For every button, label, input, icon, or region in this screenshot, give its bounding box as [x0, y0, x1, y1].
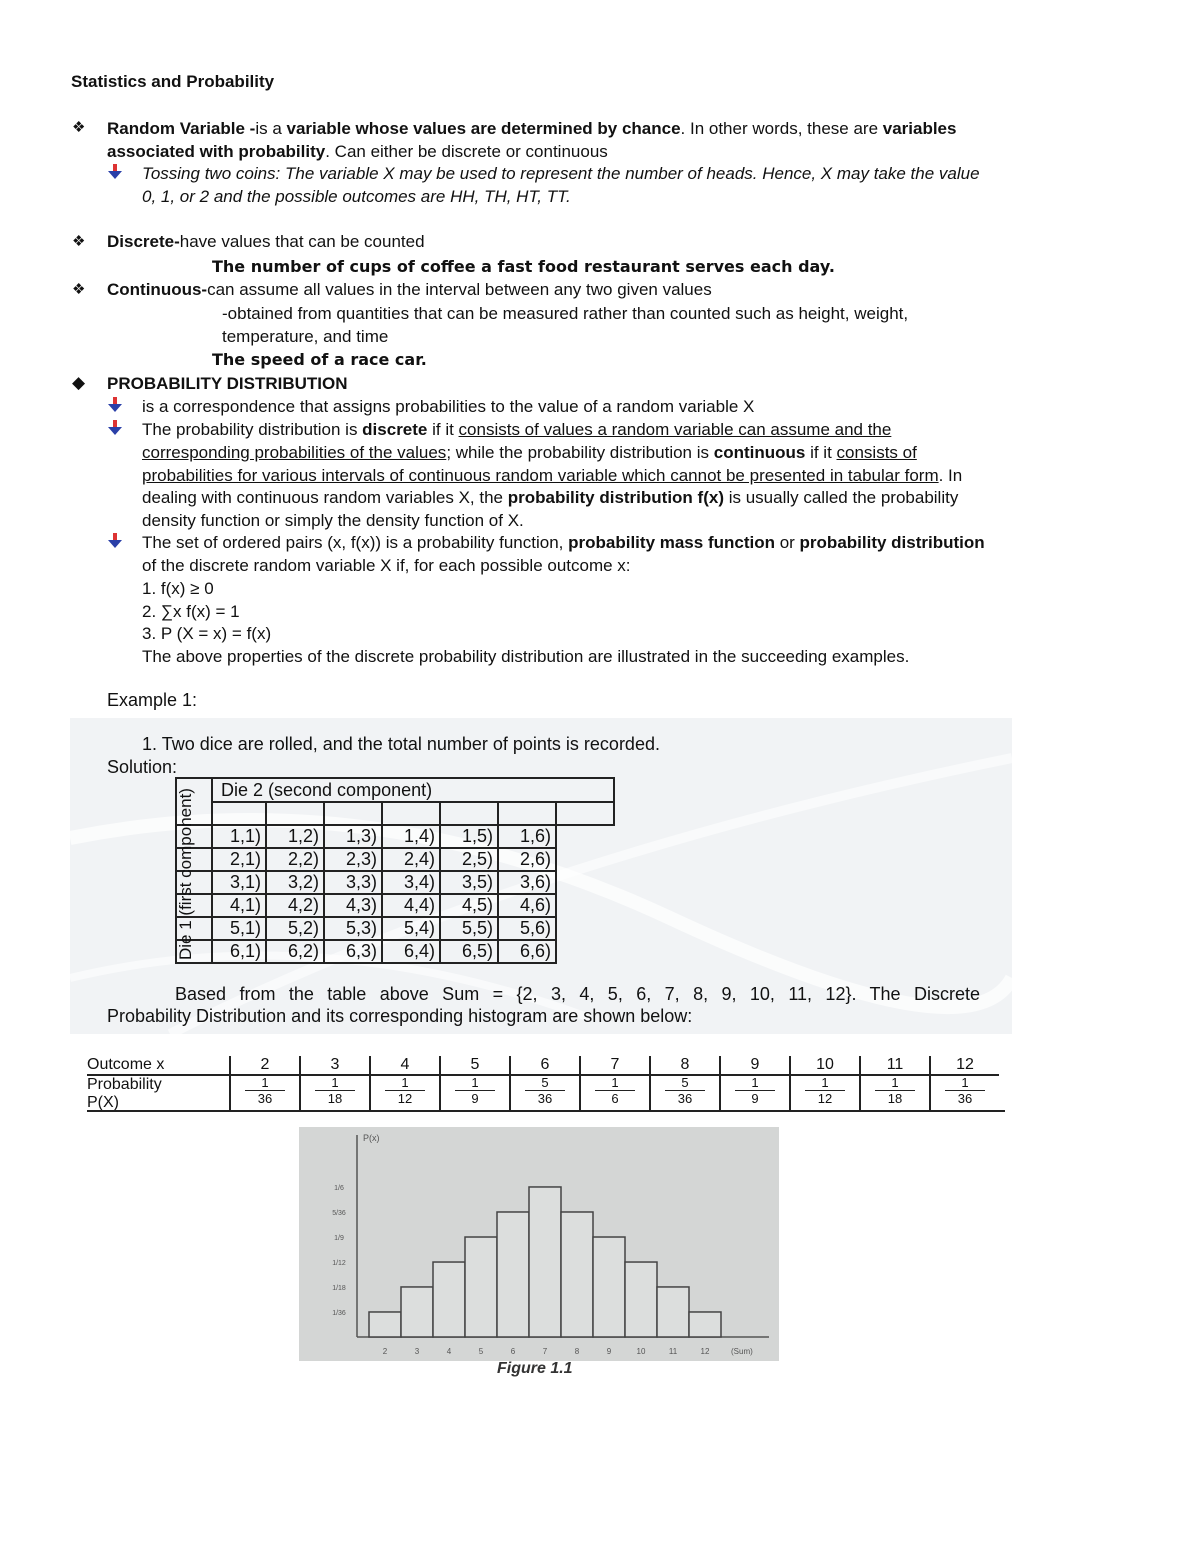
outcome-value: 6 [511, 1056, 579, 1076]
y-tick-label: 5/36 [332, 1209, 346, 1217]
text: probability mass function [568, 533, 775, 552]
x-tick-label: 12 [700, 1347, 710, 1356]
outcome-value: 5 [441, 1056, 509, 1076]
prob-dist-p2-line4 [142, 486, 958, 509]
based-line-1: Based from the table above Sum = {2, 3, 4, 5, 6, 7, 8, 9, 10, 11, 12}. The Discrete [175, 984, 980, 1004]
histogram-chart [299, 1127, 779, 1361]
label-outcome: Outcome x [87, 1056, 229, 1076]
outcome-value: 12 [931, 1056, 999, 1076]
dice-cell: 2,3) [324, 848, 382, 871]
random-variable-line-2 [107, 140, 608, 163]
random-variable-line [107, 117, 956, 140]
dice-row [176, 894, 614, 917]
outcome-value: 2 [231, 1056, 299, 1076]
text: is usually called the probability [723, 488, 959, 507]
dice-cell: 1,1) [212, 825, 266, 848]
dice-cell: 5,1) [212, 917, 266, 940]
text: have values that can be counted [179, 232, 425, 251]
y-tick-label: 1/36 [332, 1309, 346, 1317]
prob-dist-p3-line2: of the discrete random variable X if, for each possible outcome x: [142, 556, 631, 575]
text: variable whose values are determined by chance [286, 119, 681, 138]
dist-column [790, 1056, 860, 1112]
dice-cell: 1,3) [324, 825, 382, 848]
prob-denominator: 36 [665, 1090, 705, 1107]
x-tick-label: 4 [446, 1347, 452, 1356]
histogram-bar [657, 1287, 689, 1337]
dice-cell: 1,5) [440, 825, 498, 848]
dice-cell: 3,1) [212, 871, 266, 894]
text: . In other words, these are [680, 119, 883, 138]
diamond-solid-icon: ◆ [72, 373, 86, 392]
dice-cell: 5,6) [498, 917, 556, 940]
text: dealing with continuous random variables X, the [142, 488, 508, 507]
dice-cell: 4,6) [498, 894, 556, 917]
dice-cell: 6,5) [440, 940, 498, 963]
dice-cell: 6,3) [324, 940, 382, 963]
prob-numerator: 1 [401, 1075, 409, 1090]
prob-denominator: 36 [525, 1090, 565, 1107]
figure-caption: Figure 1.1 [497, 1360, 573, 1377]
distribution-table [87, 1056, 999, 1112]
text: . Can either be discrete or continuous [325, 142, 608, 161]
x-tick-label: 6 [510, 1347, 516, 1356]
page-title: Statistics and Probability [71, 72, 275, 91]
dist-column [510, 1056, 580, 1112]
prob-dist-p2-line5: density function or simply the density function of X. [142, 511, 524, 530]
x-tick-label: 5 [478, 1347, 484, 1356]
die1-label: Die 1 (first component) [176, 788, 195, 960]
diamond-bullet-icon: ❖ [72, 233, 86, 250]
dice-cell: 3,4) [382, 871, 440, 894]
blank-cell [382, 802, 440, 825]
text: if it [805, 443, 837, 462]
text: probability distribution [799, 533, 985, 552]
die2-header: Die 2 (second component) [212, 778, 614, 802]
dist-column [580, 1056, 650, 1112]
dist-column [300, 1056, 370, 1112]
dice-cell: 2,6) [498, 848, 556, 871]
dice-cell: 1,2) [266, 825, 324, 848]
dice-cell: 2,4) [382, 848, 440, 871]
dice-cell: 5,5) [440, 917, 498, 940]
dice-cell: 2,2) [266, 848, 324, 871]
example-coins-1: Tossing two coins: The variable X may be used to represent the number of heads. Hence, X may take the value [142, 164, 980, 183]
prob-numerator: 1 [611, 1075, 619, 1090]
dice-table [175, 777, 615, 964]
histogram-bar [625, 1262, 657, 1337]
prob-numerator: 1 [331, 1075, 339, 1090]
dice-row [176, 917, 614, 940]
dist-column [370, 1056, 440, 1112]
outcome-value: 7 [581, 1056, 649, 1076]
blank-cell [212, 802, 266, 825]
dice-cell: 6,6) [498, 940, 556, 963]
example-coins-2: 0, 1, or 2 and the possible outcomes are HH, TH, HT, TT. [142, 187, 571, 206]
x-axis-label: (Sum) [731, 1347, 753, 1356]
dice-cell: 5,4) [382, 917, 440, 940]
dice-cell: 2,5) [440, 848, 498, 871]
prob-numerator: 1 [821, 1075, 829, 1090]
discrete-example: The number of cups of coffee a fast food restaurant serves each day. [212, 257, 835, 276]
outcome-value: 3 [301, 1056, 369, 1076]
text: probability distribution f(x) [507, 488, 724, 507]
dice-cell: 3,2) [266, 871, 324, 894]
prob-numerator: 1 [751, 1075, 759, 1090]
dice-cell: 4,3) [324, 894, 382, 917]
text: consists of [836, 443, 917, 462]
dice-cell: 4,5) [440, 894, 498, 917]
rule-1: 1. f(x) ≥ 0 [142, 579, 214, 598]
x-tick-label: 10 [636, 1347, 646, 1356]
blank-cell [498, 802, 556, 825]
prob-denominator: 36 [945, 1090, 985, 1107]
dist-column [860, 1056, 930, 1112]
term-continuous: Continuous- [107, 280, 208, 299]
prob-denominator: 6 [595, 1090, 635, 1107]
dice-cell: 1,4) [382, 825, 440, 848]
example-heading: Example 1: [107, 690, 198, 710]
y-axis-label: P(x) [363, 1133, 380, 1143]
text: variables [882, 119, 957, 138]
prob-denominator: 9 [455, 1090, 495, 1107]
prob-denominator: 18 [875, 1090, 915, 1107]
dice-row [176, 825, 614, 848]
term-discrete: Discrete- [107, 232, 180, 251]
prob-denominator: 36 [245, 1090, 285, 1107]
dice-cell: 3,6) [498, 871, 556, 894]
x-tick-label: 11 [668, 1347, 678, 1356]
text: continuous [713, 443, 806, 462]
rule-3: 3. P (X = x) = f(x) [142, 624, 272, 643]
x-tick-label: 3 [414, 1347, 420, 1356]
arrow-bullet-icon [108, 533, 122, 549]
dice-cell: 3,5) [440, 871, 498, 894]
label-px: P(X) [87, 1094, 119, 1111]
prob-numerator: 1 [261, 1075, 269, 1090]
continuous-line [107, 278, 712, 301]
y-tick-label: 1/18 [332, 1284, 346, 1292]
prob-numerator: 1 [891, 1075, 899, 1090]
dice-cell: 6,1) [212, 940, 266, 963]
dice-cell: 4,2) [266, 894, 324, 917]
text: is a [255, 119, 287, 138]
outcome-value: 4 [371, 1056, 439, 1076]
arrow-bullet-icon [108, 397, 122, 413]
histogram-bar [401, 1287, 433, 1337]
closing-text: The above properties of the discrete probability distribution are illustrated in the succeeding examples. [142, 647, 910, 666]
histogram-photo [299, 1127, 779, 1361]
histogram-bar [689, 1312, 721, 1337]
diamond-bullet-icon: ❖ [72, 119, 86, 136]
blank-cell [556, 802, 614, 825]
prob-denominator: 12 [805, 1090, 845, 1107]
outcome-value: 10 [791, 1056, 859, 1076]
dist-column [440, 1056, 510, 1112]
text: corresponding probabilities of the values [142, 443, 447, 462]
x-tick-label: 8 [574, 1347, 580, 1356]
x-tick-label: 7 [542, 1347, 548, 1356]
prob-denominator: 12 [385, 1090, 425, 1107]
prob-denominator: 18 [315, 1090, 355, 1107]
prob-dist-p2-line3 [142, 464, 962, 487]
histogram-bar [561, 1212, 593, 1337]
blank-cell [440, 802, 498, 825]
text: . In [938, 466, 963, 485]
prob-numerator: 5 [541, 1075, 549, 1090]
prob-numerator: 5 [681, 1075, 689, 1090]
blank-cell [324, 802, 382, 825]
dice-cell: 6,4) [382, 940, 440, 963]
arrow-bullet-icon [108, 164, 122, 180]
continuous-example: The speed of a race car. [212, 350, 427, 369]
text: The set of ordered pairs (x, f(x)) is a probability function, [142, 533, 569, 552]
prob-dist-p2-line2 [142, 441, 917, 464]
histogram-bar [433, 1262, 465, 1337]
prob-dist-p3-line1 [142, 531, 985, 554]
text: probabilities for various intervals of continuous random variable which cannot be presented in tabular form [142, 466, 939, 485]
discrete-line [107, 230, 425, 253]
arrow-bullet-icon [108, 420, 122, 436]
example-problem: 1. Two dice are rolled, and the total number of points is recorded. [142, 734, 660, 754]
dice-cell: 5,3) [324, 917, 382, 940]
histogram-bar [465, 1237, 497, 1337]
dist-column [650, 1056, 720, 1112]
x-tick-label: 2 [382, 1347, 388, 1356]
dice-grid [176, 825, 614, 963]
dice-cell: 4,1) [212, 894, 266, 917]
histogram-bar [369, 1312, 401, 1337]
continuous-desc-2: -obtained from quantities that can be measured rather than counted such as height, weight, [222, 304, 909, 323]
solution-label: Solution: [107, 757, 178, 777]
diamond-bullet-icon: ❖ [72, 281, 86, 298]
text: associated with probability [107, 142, 326, 161]
histogram-bar [593, 1237, 625, 1337]
x-tick-label: 9 [606, 1347, 612, 1356]
text: consists of values a random variable can assume and the [458, 420, 892, 439]
table-bottom-rule [87, 1110, 1005, 1112]
outcome-value: 11 [861, 1056, 929, 1076]
term-random-variable: Random Variable - [107, 119, 256, 138]
dice-cell: 2,1) [212, 848, 266, 871]
y-tick-label: 1/12 [332, 1260, 346, 1268]
dice-row [176, 940, 614, 963]
text: or [774, 533, 800, 552]
dist-column [230, 1056, 300, 1112]
dice-cell: 5,2) [266, 917, 324, 940]
prob-numerator: 1 [961, 1075, 969, 1090]
based-line-2: Probability Distribution and its corresponding histogram are shown below: [107, 1006, 693, 1026]
text: discrete [362, 420, 428, 439]
dice-cell: 4,4) [382, 894, 440, 917]
dice-row [176, 871, 614, 894]
dice-cell: 6,2) [266, 940, 324, 963]
histogram-bar [497, 1212, 529, 1337]
dist-labels [87, 1056, 230, 1112]
dice-cell: 3,3) [324, 871, 382, 894]
dice-row [176, 848, 614, 871]
text: can assume all values in the interval between any two given values [207, 280, 712, 299]
prob-denominator: 9 [735, 1090, 775, 1107]
label-probability: Probability [87, 1076, 162, 1093]
continuous-desc-3: temperature, and time [222, 327, 389, 346]
prob-numerator: 1 [471, 1075, 479, 1090]
blank-cell [266, 802, 324, 825]
prob-dist-heading: PROBABILITY DISTRIBUTION [107, 374, 348, 393]
dist-column [930, 1056, 999, 1112]
distribution-row [87, 1056, 999, 1112]
text: if it [427, 420, 459, 439]
outcome-value: 9 [721, 1056, 789, 1076]
y-tick-label: 1/9 [334, 1235, 344, 1243]
dist-column [720, 1056, 790, 1112]
prob-dist-p2-line1 [142, 418, 891, 441]
y-tick-label: 1/6 [334, 1184, 344, 1192]
dice-cell: 1,6) [498, 825, 556, 848]
text: ; while the probability distribution is [446, 443, 714, 462]
text: The probability distribution is [142, 420, 363, 439]
outcome-value: 8 [651, 1056, 719, 1076]
prob-dist-p1: is a correspondence that assigns probabilities to the value of a random variable X [142, 397, 755, 416]
histogram-bar [529, 1187, 561, 1337]
rule-2: 2. ∑x f(x) = 1 [142, 602, 240, 621]
